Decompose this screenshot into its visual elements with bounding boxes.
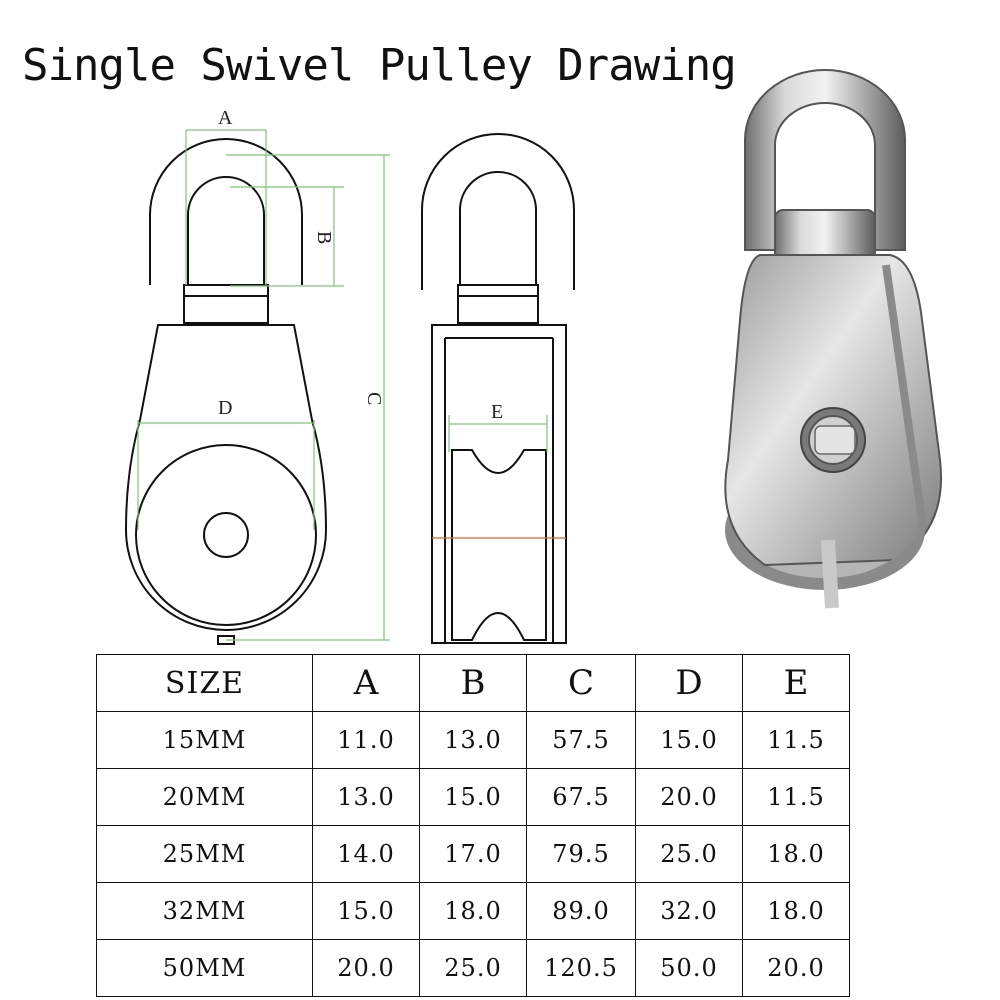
pulley-photo <box>690 60 960 620</box>
table-row <box>97 769 850 826</box>
pulley-side-view-drawing <box>422 134 574 643</box>
cell-size: 15MM <box>97 712 313 769</box>
cell-size: 25MM <box>97 826 313 883</box>
cell-b: 13.0 <box>420 712 527 769</box>
cell-b: 25.0 <box>420 940 527 997</box>
cell-e: 11.5 <box>743 712 850 769</box>
dimension-label-a: A <box>218 107 233 129</box>
page-title: Single Swivel Pulley Drawing <box>22 40 736 91</box>
table-row <box>97 883 850 940</box>
cell-d: 15.0 <box>636 712 743 769</box>
table-row <box>97 712 850 769</box>
cell-b: 18.0 <box>420 883 527 940</box>
cell-a: 11.0 <box>313 712 420 769</box>
cell-a: 13.0 <box>313 769 420 826</box>
cell-e: 11.5 <box>743 769 850 826</box>
cell-a: 15.0 <box>313 883 420 940</box>
cell-c: 67.5 <box>527 769 636 826</box>
table-row <box>97 940 850 997</box>
cell-e: 18.0 <box>743 883 850 940</box>
cell-d: 25.0 <box>636 826 743 883</box>
table-row <box>97 826 850 883</box>
cell-e: 18.0 <box>743 826 850 883</box>
cell-a: 14.0 <box>313 826 420 883</box>
dimension-label-e: E <box>491 401 504 423</box>
header-c: C <box>527 655 636 712</box>
header-e: E <box>743 655 850 712</box>
cell-c: 57.5 <box>527 712 636 769</box>
cell-a: 20.0 <box>313 940 420 997</box>
cell-b: 15.0 <box>420 769 527 826</box>
header-b: B <box>420 655 527 712</box>
cell-c: 89.0 <box>527 883 636 940</box>
cell-d: 20.0 <box>636 769 743 826</box>
cell-e: 20.0 <box>743 940 850 997</box>
table-header-row <box>97 655 850 712</box>
header-d: D <box>636 655 743 712</box>
cell-size: 50MM <box>97 940 313 997</box>
dimension-label-c: C <box>363 392 385 406</box>
spec-table <box>96 654 850 997</box>
cell-c: 79.5 <box>527 826 636 883</box>
dimension-label-b: B <box>313 231 335 245</box>
cell-c: 120.5 <box>527 940 636 997</box>
pulley-drawing <box>0 0 690 650</box>
cell-b: 17.0 <box>420 826 527 883</box>
pulley-front-view-drawing <box>126 139 326 644</box>
header-a: A <box>313 655 420 712</box>
cell-d: 50.0 <box>636 940 743 997</box>
dimension-label-d: D <box>218 397 233 419</box>
cell-size: 32MM <box>97 883 313 940</box>
cell-size: 20MM <box>97 769 313 826</box>
header-size: SIZE <box>97 655 313 712</box>
cell-d: 32.0 <box>636 883 743 940</box>
